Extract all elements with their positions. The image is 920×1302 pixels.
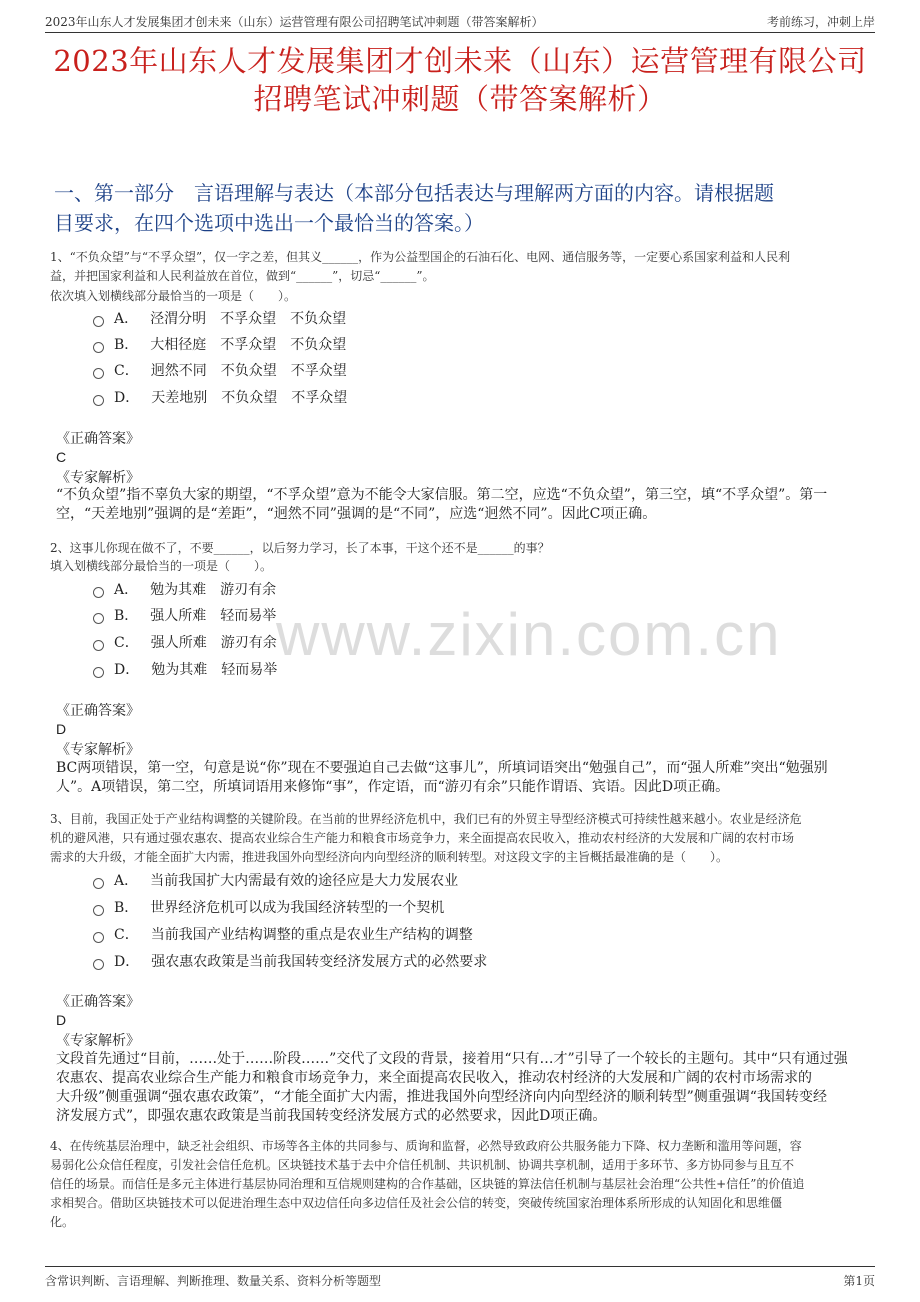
question-2-explanation bbox=[56, 759, 866, 797]
radio-icon[interactable] bbox=[93, 613, 104, 624]
correct-answer: C bbox=[56, 449, 67, 465]
question-text-line: 机的避风港，只有通过强农惠农、提高农业综合生产能力和粮食市场竞争力，来全面提高农民收入，推动农村经济的大发展和广阔的农村市场 bbox=[50, 831, 795, 845]
question-text-line: 益，并把国家利益和人民利益放在首位，做到“______”，切忌“______”。 bbox=[50, 269, 435, 283]
question-text-line: 4、在传统基层治理中，缺乏社会组织、市场等各主体的共同参与、质询和监督，必然导致政府公共服务能力下降、权力垄断和滥用等问题，容 bbox=[50, 1139, 802, 1153]
analysis-label: 《专家解析》 bbox=[56, 1033, 140, 1049]
radio-icon[interactable] bbox=[93, 959, 104, 970]
option-text: 泾渭分明 不孚众望 不负众望 bbox=[150, 311, 347, 327]
question-2-instruction: 填入划横线部分最恰当的一项是（ ）。 bbox=[50, 559, 273, 573]
question-3-text bbox=[50, 810, 880, 867]
title-line-1: 2023年山东人才发展集团才创未来（山东）运营管理有限公司 bbox=[53, 44, 867, 78]
section-heading bbox=[54, 178, 874, 238]
option-letter: D． bbox=[114, 954, 140, 970]
explanation-line: 济发展方式”，即强农惠农政策是当前我国转变经济发展方式的必然要求，因此D项正确。 bbox=[56, 1108, 607, 1124]
option-text: 勉为其难 轻而易举 bbox=[151, 662, 278, 678]
page-header bbox=[45, 10, 875, 33]
option-text: 强人所难 游刃有余 bbox=[150, 635, 277, 651]
radio-icon[interactable] bbox=[93, 368, 104, 379]
option-letter: B． bbox=[114, 337, 139, 353]
radio-icon[interactable] bbox=[93, 395, 104, 406]
option-text: 勉为其难 游刃有余 bbox=[150, 582, 277, 598]
radio-icon[interactable] bbox=[93, 905, 104, 916]
question-text-line: 1、“不负众望”与“不孚众望”，仅一字之差，但其义______，作为公益型国企的石油石化、电网、通信服务等，一定要心系国家利益和人民利 bbox=[50, 250, 791, 264]
page-footer bbox=[45, 1266, 875, 1293]
option-text: 当前我国扩大内需最有效的途径应是大力发展农业 bbox=[150, 873, 459, 889]
correct-answer: D bbox=[56, 1012, 67, 1028]
question-text-line: 3、目前，我国正处于产业结构调整的关键阶段。在当前的世界经济危机中，我们已有的外贸主导型经济模式可持续性越来越小。农业是经济危 bbox=[50, 812, 802, 826]
question-2-option-d[interactable] bbox=[93, 658, 277, 680]
question-3-option-c[interactable] bbox=[93, 923, 473, 945]
option-letter: A． bbox=[114, 582, 139, 598]
option-letter: C． bbox=[114, 635, 139, 651]
option-letter: A． bbox=[114, 873, 139, 889]
option-text: 强农惠农政策是当前我国转变经济发展方式的必然要求 bbox=[151, 954, 488, 970]
option-text: 大相径庭 不孚众望 不负众望 bbox=[150, 337, 347, 353]
question-text-line: 易弱化公众信任程度，引发社会信任危机。区块链技术基于去中介信任机制、共识机制、协调共享机制，适用于多环节、多方协同参与且互不 bbox=[50, 1158, 795, 1172]
option-letter: D． bbox=[114, 662, 140, 678]
question-1-option-b[interactable] bbox=[93, 333, 346, 355]
header-slogan: 考前练习，冲刺上岸 bbox=[766, 14, 875, 29]
question-3-option-d[interactable] bbox=[93, 950, 487, 972]
question-1-instruction: 依次填入划横线部分最恰当的一项是（ ）。 bbox=[50, 289, 297, 303]
option-text: 当前我国产业结构调整的重点是农业生产结构的调整 bbox=[150, 927, 473, 943]
option-letter: C． bbox=[114, 363, 139, 379]
radio-icon[interactable] bbox=[93, 878, 104, 889]
option-letter: C． bbox=[114, 927, 139, 943]
option-text: 世界经济危机可以成为我国经济转型的一个契机 bbox=[150, 900, 445, 916]
option-text: 强人所难 轻而易举 bbox=[150, 608, 277, 624]
explanation-line: 农惠农、提高农业综合生产能力和粮食市场竞争力，来全面提高农民收入，推动农村经济的大发展和广阔的农村市场需求的 bbox=[56, 1070, 812, 1086]
answer-label: 《正确答案》 bbox=[56, 431, 140, 447]
section-heading-line-1: 一、第一部分 言语理解与表达（本部分包括表达与理解两方面的内容。请根据题 bbox=[54, 181, 774, 205]
question-3-option-b[interactable] bbox=[93, 896, 444, 918]
question-2-text: 2、这事儿你现在做不了，不要______，以后努力学习，长了本事，干这个还不是______的事？ bbox=[50, 541, 550, 555]
radio-icon[interactable] bbox=[93, 667, 104, 678]
question-text-line: 需求的大升级，才能全面扩大内需，推进我国外向型经济向内向型经济的顺利转型。对这段文字的主旨概括最准确的是（ ）。 bbox=[50, 850, 729, 864]
option-letter: B． bbox=[114, 900, 139, 916]
title-line-2: 招聘笔试冲刺题（带答案解析） bbox=[253, 82, 667, 116]
explanation-line: 大升级”侧重强调“强农惠农政策”，“才能全面扩大内需，推进我国外向型经济向内向型经济的顺利转型”侧重强调“我国转变经 bbox=[56, 1089, 827, 1105]
question-text-line: 信任的场景。而信任是多元主体进行基层协同治理和互信规则建构的合作基础，区块链的算法信任机制与基层社会治理“公共性+信任”的价值追 bbox=[50, 1177, 805, 1191]
question-1-explanation bbox=[56, 486, 866, 524]
analysis-label: 《专家解析》 bbox=[56, 470, 140, 486]
explanation-line: 空，“天差地别”强调的是“差距”，“迥然不同”强调的是“不同”，应选“迥然不同”。因此C项正确。 bbox=[56, 506, 657, 522]
answer-label: 《正确答案》 bbox=[56, 703, 140, 719]
radio-icon[interactable] bbox=[93, 640, 104, 651]
question-2-option-b[interactable] bbox=[93, 604, 276, 626]
question-1-option-a[interactable] bbox=[93, 307, 346, 329]
explanation-line: BC两项错误，第一空，句意是说“你”现在不要强迫自己去做“这事儿”，所填词语突出“勉强自己”，而“强人所难”突出“勉强别 bbox=[56, 760, 828, 776]
question-3-explanation bbox=[56, 1050, 866, 1126]
radio-icon[interactable] bbox=[93, 342, 104, 353]
radio-icon[interactable] bbox=[93, 316, 104, 327]
option-letter: B． bbox=[114, 608, 139, 624]
option-text: 天差地别 不负众望 不孚众望 bbox=[151, 390, 348, 406]
watermark: www.zixin.com.cn bbox=[276, 601, 782, 668]
question-1-option-c[interactable] bbox=[93, 359, 347, 381]
explanation-line: “不负众望”指不辜负大家的期望，“不孚众望”意为不能令大家信服。第二空，应选“不负众望”，第三空，填“不孚众望”。第一 bbox=[56, 487, 828, 503]
question-2-option-a[interactable] bbox=[93, 578, 276, 600]
question-text-line: 化。 bbox=[50, 1215, 75, 1229]
answer-label: 《正确答案》 bbox=[56, 994, 140, 1010]
option-letter: A． bbox=[114, 311, 139, 327]
question-text-line: 求相契合。借助区块链技术可以促进治理生态中双边信任向多边信任及社会公信的转变，突破传统国家治理体系所形成的认知固化和思维僵 bbox=[50, 1196, 783, 1210]
explanation-line: 人”。A项错误，第二空，所填词语用来修饰“事”，作定语，而“游刃有余”只能作谓语、宾语。因此D项正确。 bbox=[56, 779, 730, 795]
radio-icon[interactable] bbox=[93, 932, 104, 943]
analysis-label: 《专家解析》 bbox=[56, 742, 140, 758]
option-letter: D． bbox=[114, 390, 140, 406]
question-2-option-c[interactable] bbox=[93, 631, 277, 653]
header-title: 2023年山东人才发展集团才创未来（山东）运营管理有限公司招聘笔试冲刺题（带答案解析） bbox=[45, 14, 544, 29]
question-1-text bbox=[50, 248, 880, 286]
section-heading-line-2: 目要求，在四个选项中选出一个最恰当的答案。） bbox=[54, 211, 484, 235]
correct-answer: D bbox=[56, 721, 67, 737]
radio-icon[interactable] bbox=[93, 587, 104, 598]
document-title bbox=[50, 42, 870, 118]
page-number: 第1页 bbox=[843, 1273, 875, 1288]
option-text: 迥然不同 不负众望 不孚众望 bbox=[150, 363, 347, 379]
footer-note: 含常识判断、言语理解、判断推理、数量关系、资料分析等题型 bbox=[45, 1273, 382, 1288]
explanation-line: 文段首先通过“目前，……处于……阶段……”交代了文段的背景，接着用“只有…才”引导了一个较长的主题句。其中“只有通过强 bbox=[56, 1051, 848, 1067]
question-3-option-a[interactable] bbox=[93, 869, 458, 891]
question-1-option-d[interactable] bbox=[93, 386, 347, 408]
question-4-text bbox=[50, 1137, 880, 1232]
